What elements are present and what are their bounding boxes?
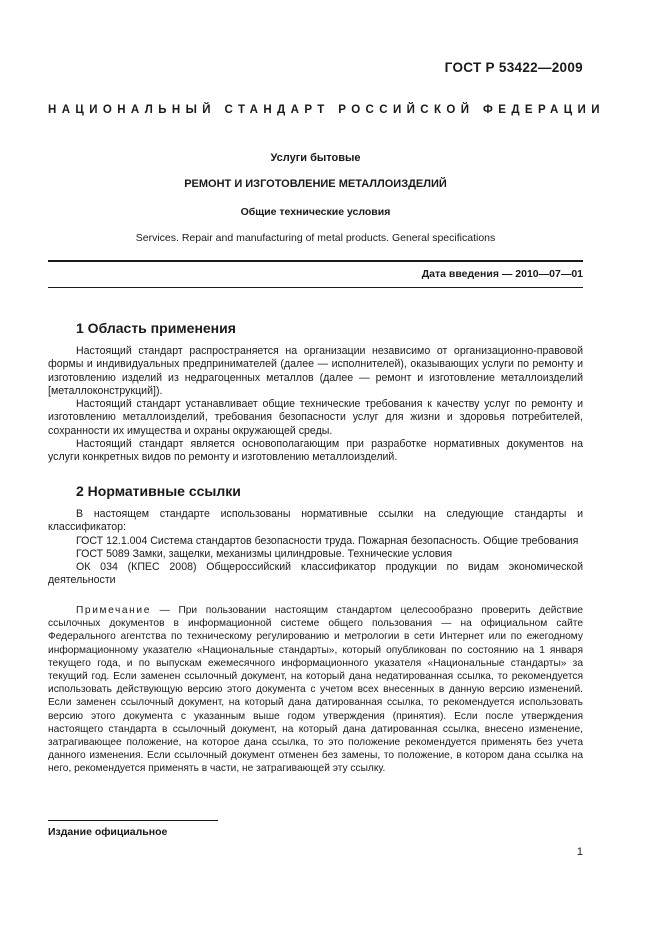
section-1-body — [48, 345, 583, 465]
introduction-date: Дата введения — 2010—07—01 — [421, 268, 583, 280]
section-2-text: В настоящем стандарте использованы нормативные ссылки на следующие стандарты и классификатор: — [48, 508, 583, 534]
page-number: 1 — [576, 846, 583, 858]
section-1-text: Настоящий стандарт распространяется на организации независимо от организационно-правовой формы и индивидуальных предпринимателей (далее — исполнителей), оказывающих услуги по ремонту и изготовлению изделий из недрагоценных металлов (далее — ремонт и изготовление металлоизделий [металлоконструкций]). — [48, 345, 583, 397]
section-2-text: ГОСТ 12.1.004 Система стандартов безопасности труда. Пожарная безопасность. Общие требования — [76, 534, 579, 547]
section-1-text: Настоящий стандарт устанавливает общие технические требования к качеству услуг по ремонту и изготовлению металлоизделий, требования безопасности услуг для жизни и здоровья потребителей, сохранности их имущества и охраны окружающей среды. — [48, 398, 583, 437]
title-subtitle: Общие технические условия — [240, 206, 391, 218]
section-2-heading: 2 Нормативные ссылки — [76, 483, 241, 499]
section-1-paragraph — [48, 398, 583, 438]
edition-label: Издание официальное — [48, 826, 168, 838]
section-2-paragraph — [48, 535, 583, 548]
note-label: Примечание — [76, 605, 151, 616]
note-paragraph — [48, 604, 583, 776]
section-2-body — [48, 508, 583, 588]
date-divider — [48, 287, 583, 288]
section-1-text: Настоящий стандарт является основополагающим при разработке нормативных документов на услуги конкретных видов по ремонту и изготовлению металлоизделий. — [48, 438, 583, 464]
title-english: Services. Repair and manufacturing of metal products. General specifications — [135, 232, 496, 244]
section-2-paragraph — [48, 548, 583, 561]
title-main: РЕМОНТ И ИЗГОТОВЛЕНИЕ МЕТАЛЛОИЗДЕЛИЙ — [184, 178, 447, 190]
section-2-paragraph — [48, 561, 583, 588]
document-id: ГОСТ Р 53422—2009 — [444, 60, 583, 75]
national-standard-banner: НАЦИОНАЛЬНЫЙ СТАНДАРТ РОССИЙСКОЙ ФЕДЕРАЦИИ — [48, 104, 605, 116]
section-1-heading: 1 Область применения — [76, 320, 236, 336]
title-category: Услуги бытовые — [270, 152, 361, 164]
section-2-paragraph — [48, 508, 583, 535]
title-divider — [48, 260, 583, 262]
section-1-paragraph — [48, 438, 583, 465]
footer-divider — [48, 820, 218, 821]
section-1-paragraph — [48, 345, 583, 398]
section-2-text: ГОСТ 5089 Замки, защелки, механизмы цилиндровые. Технические условия — [76, 547, 453, 560]
note-text: — При пользовании настоящим стандартом целесообразно проверить действие ссылочных документов в информационной системе общего пользования — на официальном сайте Федерального агентства по техническому регулированию и метрологии в сети Интернет или по ежегодному информационному указателю «Национальные стандарты», который опубликован по состоянию на 1 января текущего года, и по выпускам ежемесячного информационного указателя «Национальные стандарты» за текущий год. Если заменен ссылочный документ, на который дана недатированная ссылка, то рекомендуется использовать действующую версию этого документа с учетом всех внесенных в данную версию изменений. Если заменен ссылочный документ, на который дана датированная ссылка, то рекомендуется использовать версию этого документа с указанным выше годом утверждения (принятия). Если после утверждения настоящего стандарта в ссылочный документ, на который дана датированная ссылка, внесено изменение, затрагивающее положение, на которое дана ссылка, то это положение рекомендуется применять без учета данного изменения. Если ссылочный документ отменен без замены, то положение, в котором дана ссылка на него, рекомендуется применять в части, не затрагивающей эту ссылку. — [48, 605, 583, 775]
section-2-text: ОК 034 (КПЕС 2008) Общероссийский классификатор продукции по видам экономической деятельности — [48, 561, 583, 587]
